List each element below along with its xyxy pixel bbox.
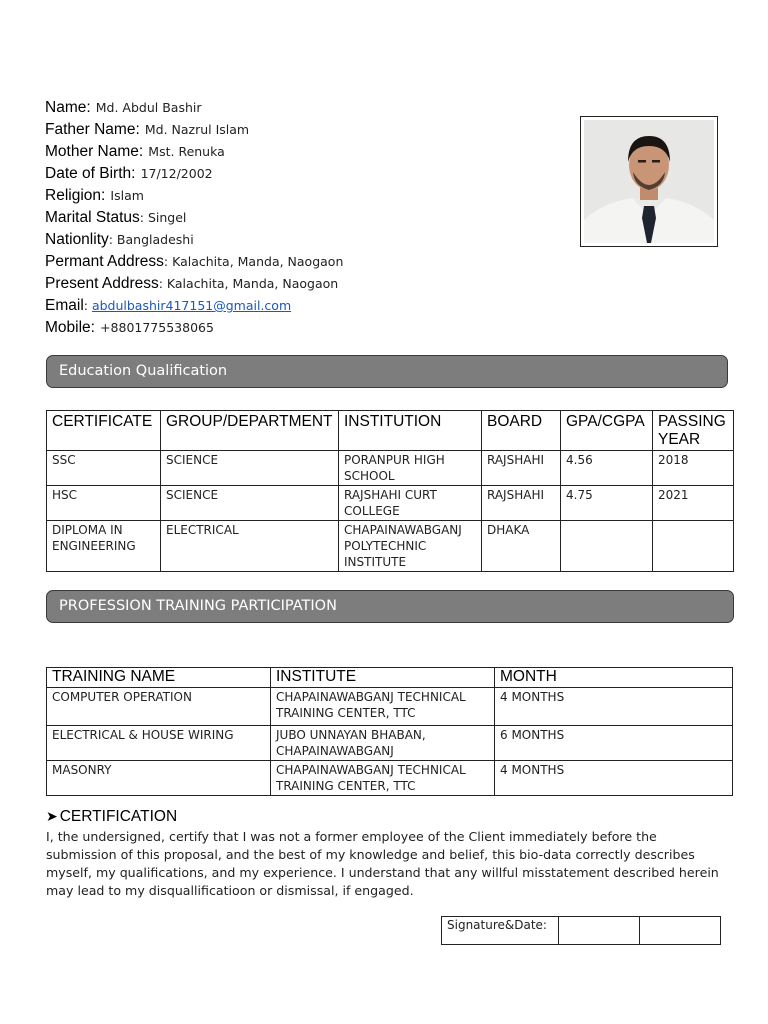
mother-name-value: Mst. Renuka — [148, 144, 225, 159]
table-row — [47, 726, 733, 761]
signature-table — [441, 916, 721, 945]
name-label: Name: — [45, 99, 91, 116]
certification-heading — [46, 808, 177, 826]
table-row — [47, 688, 733, 726]
cell: JUBO UNNAYAN BHABAN, CHAPAINAWABGANJ — [271, 726, 495, 761]
arrow-bullet-icon: ➤ — [46, 808, 58, 824]
cell: SSC — [47, 451, 161, 486]
permanent-address-label: Permant Address — [45, 253, 164, 270]
cell: 4 MONTHS — [495, 688, 733, 726]
permanent-address-row — [45, 250, 565, 272]
cell: 2021 — [653, 486, 734, 521]
cell — [561, 521, 653, 572]
signature-box[interactable] — [559, 917, 640, 945]
date-box[interactable] — [640, 917, 721, 945]
present-address-value: : Kalachita, Manda, Naogaon — [158, 276, 339, 291]
dob-value: 17/12/2002 — [140, 166, 213, 181]
education-header-row — [47, 411, 734, 451]
header-certificate: CERTIFICATE — [47, 411, 161, 451]
email-link[interactable]: abdulbashir417151@gmail.com — [91, 298, 292, 313]
table-row — [47, 486, 734, 521]
cell: CHAPAINAWABGANJ TECHNICAL TRAINING CENTER, TTC — [271, 761, 495, 796]
cell: 4.56 — [561, 451, 653, 486]
cell: 4.75 — [561, 486, 653, 521]
nationality-label: Nationlity — [45, 231, 109, 248]
training-table — [46, 667, 733, 796]
religion-label: Religion: — [45, 187, 106, 204]
cell: 6 MONTHS — [495, 726, 733, 761]
header-group-department: GROUP/DEPARTMENT — [161, 411, 339, 451]
cell: CHAPAINAWABGANJ POLYTECHNIC INSTITUTE — [339, 521, 482, 572]
training-header-row — [47, 668, 733, 688]
cell: SCIENCE — [161, 451, 339, 486]
cell: DIPLOMA IN ENGINEERING — [47, 521, 161, 572]
personal-info — [45, 96, 565, 338]
religion-row — [45, 184, 565, 206]
signature-label: Signature&Date: — [442, 917, 559, 945]
dob-label: Date of Birth: — [45, 165, 136, 182]
name-row — [45, 96, 565, 118]
mobile-label: Mobile: — [45, 319, 95, 336]
table-row — [47, 761, 733, 796]
table-row — [47, 521, 734, 572]
father-name-row — [45, 118, 565, 140]
cell: ELECTRICAL & HOUSE WIRING — [47, 726, 271, 761]
header-gpa: GPA/CGPA — [561, 411, 653, 451]
email-separator: : — [83, 298, 92, 313]
permanent-address-value: : Kalachita, Manda, Naogaon — [163, 254, 344, 269]
header-institution: INSTITUTION — [339, 411, 482, 451]
header-board: BOARD — [482, 411, 561, 451]
mother-name-label: Mother Name: — [45, 143, 144, 160]
education-table — [46, 410, 734, 572]
education-section-header: Education Qualification — [46, 355, 728, 388]
mobile-value: +8801775538065 — [100, 320, 214, 335]
cell: HSC — [47, 486, 161, 521]
father-name-label: Father Name: — [45, 121, 140, 138]
training-section-header: PROFESSION TRAINING PARTICIPATION — [46, 590, 734, 623]
email-label: Email — [45, 297, 84, 314]
cell: DHAKA — [482, 521, 561, 572]
cell: CHAPAINAWABGANJ TECHNICAL TRAINING CENTER, TTC — [271, 688, 495, 726]
marital-status-value: : Singel — [139, 210, 187, 225]
marital-status-label: Marital Status — [45, 209, 140, 226]
marital-status-row — [45, 206, 565, 228]
cell: ELECTRICAL — [161, 521, 339, 572]
header-passing-year: PASSING YEAR — [653, 411, 734, 451]
dob-row — [45, 162, 565, 184]
cell: SCIENCE — [161, 486, 339, 521]
cell: COMPUTER OPERATION — [47, 688, 271, 726]
header-month: MONTH — [495, 668, 733, 688]
signature-row — [442, 917, 721, 945]
email-row — [45, 294, 565, 316]
cell: RAJSHAHI — [482, 451, 561, 486]
cell: PORANPUR HIGH SCHOOL — [339, 451, 482, 486]
cell: RAJSHAHI CURT COLLEGE — [339, 486, 482, 521]
person-photo-icon — [584, 120, 714, 243]
present-address-label: Present Address — [45, 275, 159, 292]
present-address-row — [45, 272, 565, 294]
header-institute: INSTITUTE — [271, 668, 495, 688]
profile-photo — [580, 116, 718, 247]
cell: MASONRY — [47, 761, 271, 796]
cell: 2018 — [653, 451, 734, 486]
mobile-row — [45, 316, 565, 338]
father-name-value: Md. Nazrul Islam — [144, 122, 250, 137]
cell: 4 MONTHS — [495, 761, 733, 796]
cell: RAJSHAHI — [482, 486, 561, 521]
nationality-value: : Bangladeshi — [108, 232, 194, 247]
certification-title: CERTIFICATION — [59, 808, 178, 825]
nationality-row — [45, 228, 565, 250]
header-training-name: TRAINING NAME — [47, 668, 271, 688]
certification-text: I, the undersigned, certify that I was not a former employee of the Client immediately before the submission of this proposal, and the best of my knowledge and belief, this bio-data correctly describes myself, my qualifications, and my experience. I understand that any willful misstatement described herein may lead to my disquallificatioon or dismissal, if engaged. — [46, 829, 719, 898]
cell — [653, 521, 734, 572]
table-row — [47, 451, 734, 486]
mother-name-row — [45, 140, 565, 162]
religion-value: Islam — [110, 188, 144, 203]
name-value: Md. Abdul Bashir — [95, 100, 202, 115]
